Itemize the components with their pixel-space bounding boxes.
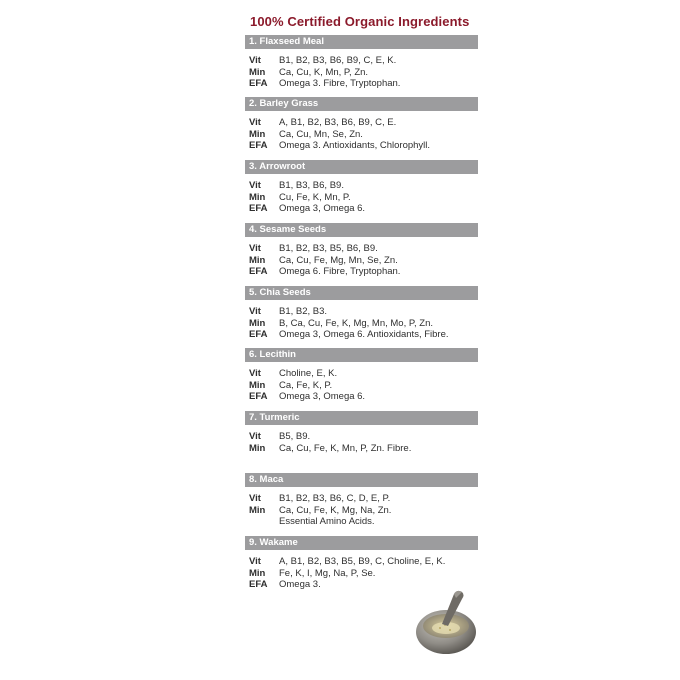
row-value: Ca, Cu, K, Mn, P, Zn.: [279, 66, 369, 78]
ingredient-section-maca: [245, 473, 478, 528]
section-header: 8. Maca: [245, 473, 478, 487]
row-value: B, Ca, Cu, Fe, K, Mg, Mn, Mo, P, Zn.: [279, 317, 433, 329]
row-value: B1, B2, B3, B6, C, D, E, P.: [279, 493, 391, 504]
row-label: Min: [249, 254, 266, 266]
vitamin-row: [245, 431, 478, 443]
row-label: Min: [249, 191, 266, 203]
row-label: Min: [249, 66, 266, 78]
row-value: Cu, Fe, K, Mn, P.: [279, 191, 351, 203]
row-value: Omega 3, Omega 6. Antioxidants, Fibre.: [279, 329, 449, 340]
row-label: EFA: [249, 78, 268, 89]
section-header: 5. Chia Seeds: [245, 286, 478, 300]
row-value: Fe, K, I, Mg, Na, P, Se.: [279, 567, 376, 579]
row-label: Vit: [249, 431, 261, 442]
row-value: Ca, Cu, Mn, Se, Zn.: [279, 128, 363, 140]
row-label: Min: [249, 504, 266, 516]
section-header: 2. Barley Grass: [245, 97, 478, 111]
row-value: Omega 3.: [279, 579, 321, 590]
section-header: 3. Arrowroot: [245, 160, 478, 174]
row-label: Vit: [249, 556, 261, 567]
row-value: Ca, Cu, Fe, K, Mn, P, Zn. Fibre.: [279, 442, 412, 454]
row-label: EFA: [249, 203, 268, 214]
vitamin-row: [245, 493, 478, 505]
row-value: B1, B2, B3, B5, B6, B9.: [279, 243, 378, 254]
ingredient-section-chia-seeds: [245, 286, 478, 341]
section-header: 6. Lecithin: [245, 348, 478, 362]
row-value: Omega 3, Omega 6.: [279, 203, 366, 214]
section-header: 1. Flaxseed Meal: [245, 35, 478, 49]
efa-row: [245, 203, 478, 215]
ingredient-section-sesame-seeds: [245, 223, 478, 278]
efa-row: [245, 329, 478, 341]
mineral-row: [245, 380, 478, 392]
row-value: B1, B2, B3.: [279, 306, 328, 317]
row-value: B1, B3, B6, B9.: [279, 180, 344, 191]
row-label: Min: [249, 128, 266, 140]
row-label: EFA: [249, 140, 268, 151]
page-title: 100% Certified Organic Ingredients: [250, 14, 470, 29]
section-header: 9. Wakame: [245, 536, 478, 550]
row-label: Vit: [249, 55, 261, 66]
vitamin-row: [245, 180, 478, 192]
efa-row: [245, 140, 478, 152]
row-value: Omega 3. Antioxidants, Chlorophyll.: [279, 140, 431, 151]
row-value: Ca, Cu, Fe, K, Mg, Na, Zn.: [279, 504, 392, 516]
row-label: [245, 516, 279, 528]
row-label: EFA: [249, 391, 268, 402]
mortar-pestle-icon: [412, 588, 480, 656]
efa-row: [245, 78, 478, 90]
ingredient-section-turmeric: [245, 411, 478, 454]
vitamin-row: [245, 306, 478, 318]
row-label: Vit: [249, 306, 261, 317]
vitamin-row: [245, 117, 478, 129]
ingredient-section-lecithin: [245, 348, 478, 403]
vitamin-row: [245, 556, 478, 568]
row-value: Omega 3. Fibre, Tryptophan.: [279, 78, 401, 89]
section-header: 4. Sesame Seeds: [245, 223, 478, 237]
mineral-row: [245, 67, 478, 79]
mineral-row: [245, 443, 478, 455]
row-value: Ca, Fe, K, P.: [279, 379, 333, 391]
row-label: Vit: [249, 243, 261, 254]
row-value: Omega 3, Omega 6.: [279, 391, 366, 402]
row-label: Min: [249, 442, 266, 454]
row-label: Min: [249, 317, 266, 329]
mineral-row: [245, 568, 478, 580]
row-value: Choline, E, K.: [279, 368, 338, 379]
row-value: Essential Amino Acids.: [279, 516, 375, 527]
row-value: B5, B9.: [279, 431, 311, 442]
efa-row: [245, 266, 478, 278]
row-label: EFA: [249, 579, 268, 590]
row-label: Vit: [249, 368, 261, 379]
mineral-row: [245, 192, 478, 204]
mineral-row: [245, 255, 478, 267]
row-value: A, B1, B2, B3, B6, B9, C, E.: [279, 117, 397, 128]
row-label: Min: [249, 379, 266, 391]
row-label: EFA: [249, 266, 268, 277]
row-label: Min: [249, 567, 266, 579]
row-value: A, B1, B2, B3, B5, B9, C, Choline, E, K.: [279, 556, 446, 567]
efa-row: [245, 391, 478, 403]
row-label: Vit: [249, 180, 261, 191]
mineral-row: [245, 505, 478, 517]
vitamin-row: [245, 55, 478, 67]
row-label: Vit: [249, 493, 261, 504]
section-header: 7. Turmeric: [245, 411, 478, 425]
mineral-row: [245, 129, 478, 141]
amino-acids-row: [245, 516, 478, 528]
vitamin-row: [245, 368, 478, 380]
row-value: Ca, Cu, Fe, Mg, Mn, Se, Zn.: [279, 254, 398, 266]
row-label: EFA: [249, 329, 268, 340]
row-value: B1, B2, B3, B6, B9, C, E, K.: [279, 55, 397, 66]
vitamin-row: [245, 243, 478, 255]
ingredient-section-barley-grass: [245, 97, 478, 152]
row-value: Omega 6. Fibre, Tryptophan.: [279, 266, 401, 277]
ingredient-section-wakame: [245, 536, 478, 591]
mineral-row: [245, 318, 478, 330]
ingredient-section-flaxseed-meal: [245, 35, 478, 90]
ingredient-section-arrowroot: [245, 160, 478, 215]
row-label: Vit: [249, 117, 261, 128]
